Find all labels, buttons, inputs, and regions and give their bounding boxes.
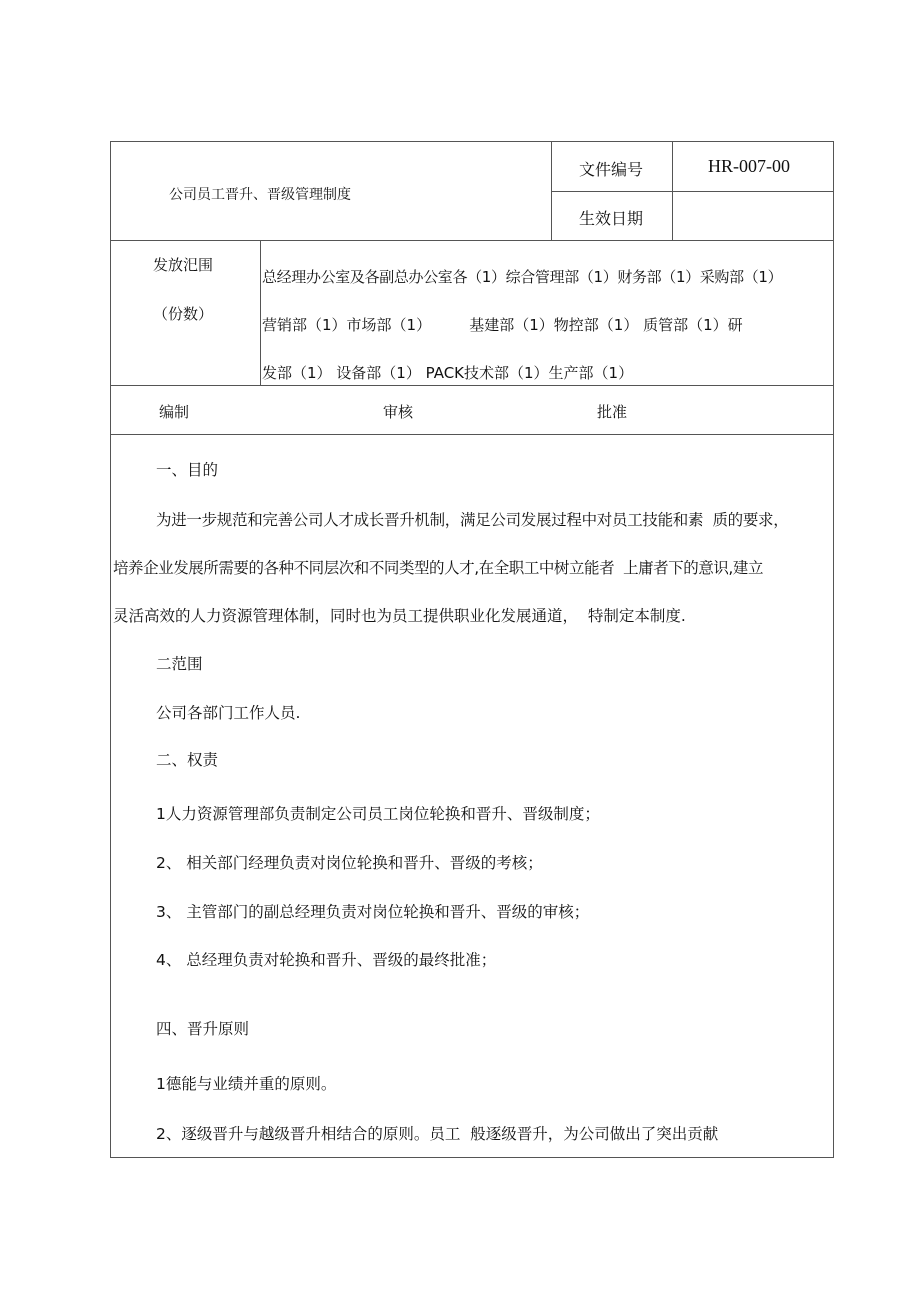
purpose-paragraph-line-1: 为进一步规范和完善公司人才成长晋升机制，满足公司发展过程中对员工技能和素 质的要求， — [156, 511, 789, 529]
distribution-line-3: 发部（1） 设备部（1） PACK技术部（1）生产部（1） — [262, 364, 634, 382]
row-divider-distribution — [111, 385, 834, 386]
section-principle-heading: 四、晋升原则 — [156, 1020, 250, 1038]
principle-item-1: 1德能与业绩并重的原则。 — [156, 1075, 337, 1093]
principle-item-2: 2、逐级晋升与越级晋升相结合的原则。员工 般逐级晋升，为公司做出了突出贡献 — [156, 1125, 719, 1143]
scope-text: 公司各部门工作人员. — [156, 704, 301, 722]
compile-label: 编制 — [159, 403, 190, 421]
duty-item-1: 1人力资源管理部负责制定公司员工岗位轮换和晋升、晋级制度； — [156, 805, 600, 823]
row-divider-header — [111, 240, 834, 241]
col-divider-distribution — [260, 240, 261, 385]
col-divider-title — [551, 142, 552, 240]
effective-date-label: 生效日期 — [579, 209, 644, 228]
review-label: 审核 — [383, 403, 414, 421]
doc-number-value: HR-007-00 — [708, 156, 790, 176]
section-duty-heading: 二、权责 — [156, 751, 219, 769]
duty-item-2: 2、 相关部门经理负责对岗位轮换和晋升、晋级的考核； — [156, 854, 543, 872]
row-divider-header-mid — [551, 191, 834, 192]
purpose-paragraph-line-3: 灵活高效的人力资源管理体制，同时也为员工提供职业化发展通道， 特制定本制度. — [113, 607, 686, 625]
distribution-line-1: 总经理办公室及各副总办公室各（1）综合管理部（1）财务部（1）采购部（1） — [262, 268, 783, 286]
section-scope-heading: 二范围 — [156, 655, 203, 673]
doc-number-label: 文件编号 — [579, 160, 644, 179]
distribution-line-2: 营销部（1）市场部（1） 基建部（1）物控部（1） 质管部（1）研 — [262, 316, 743, 334]
distribution-label: 发放汜围 — [153, 256, 214, 274]
document-table — [110, 141, 834, 1158]
approve-label: 批准 — [597, 403, 628, 421]
duty-item-3: 3、 主管部门的副总经理负责对岗位轮换和晋升、晋级的审核； — [156, 903, 590, 921]
col-divider-value — [672, 142, 673, 240]
distribution-copies-label: （份数） — [153, 305, 214, 323]
document-title: 公司员工晋升、晋级管理制度 — [169, 187, 351, 203]
section-purpose-heading: 一、目的 — [156, 461, 219, 479]
row-divider-approval — [111, 434, 834, 435]
purpose-paragraph-line-2: 培养企业发展所需要的各种不同层次和不同类型的人才,在全职工中树立能者 上庸者下的意识,建立 — [113, 559, 764, 577]
duty-item-4: 4、 总经理负责对轮换和晋升、晋级的最终批准； — [156, 951, 497, 969]
